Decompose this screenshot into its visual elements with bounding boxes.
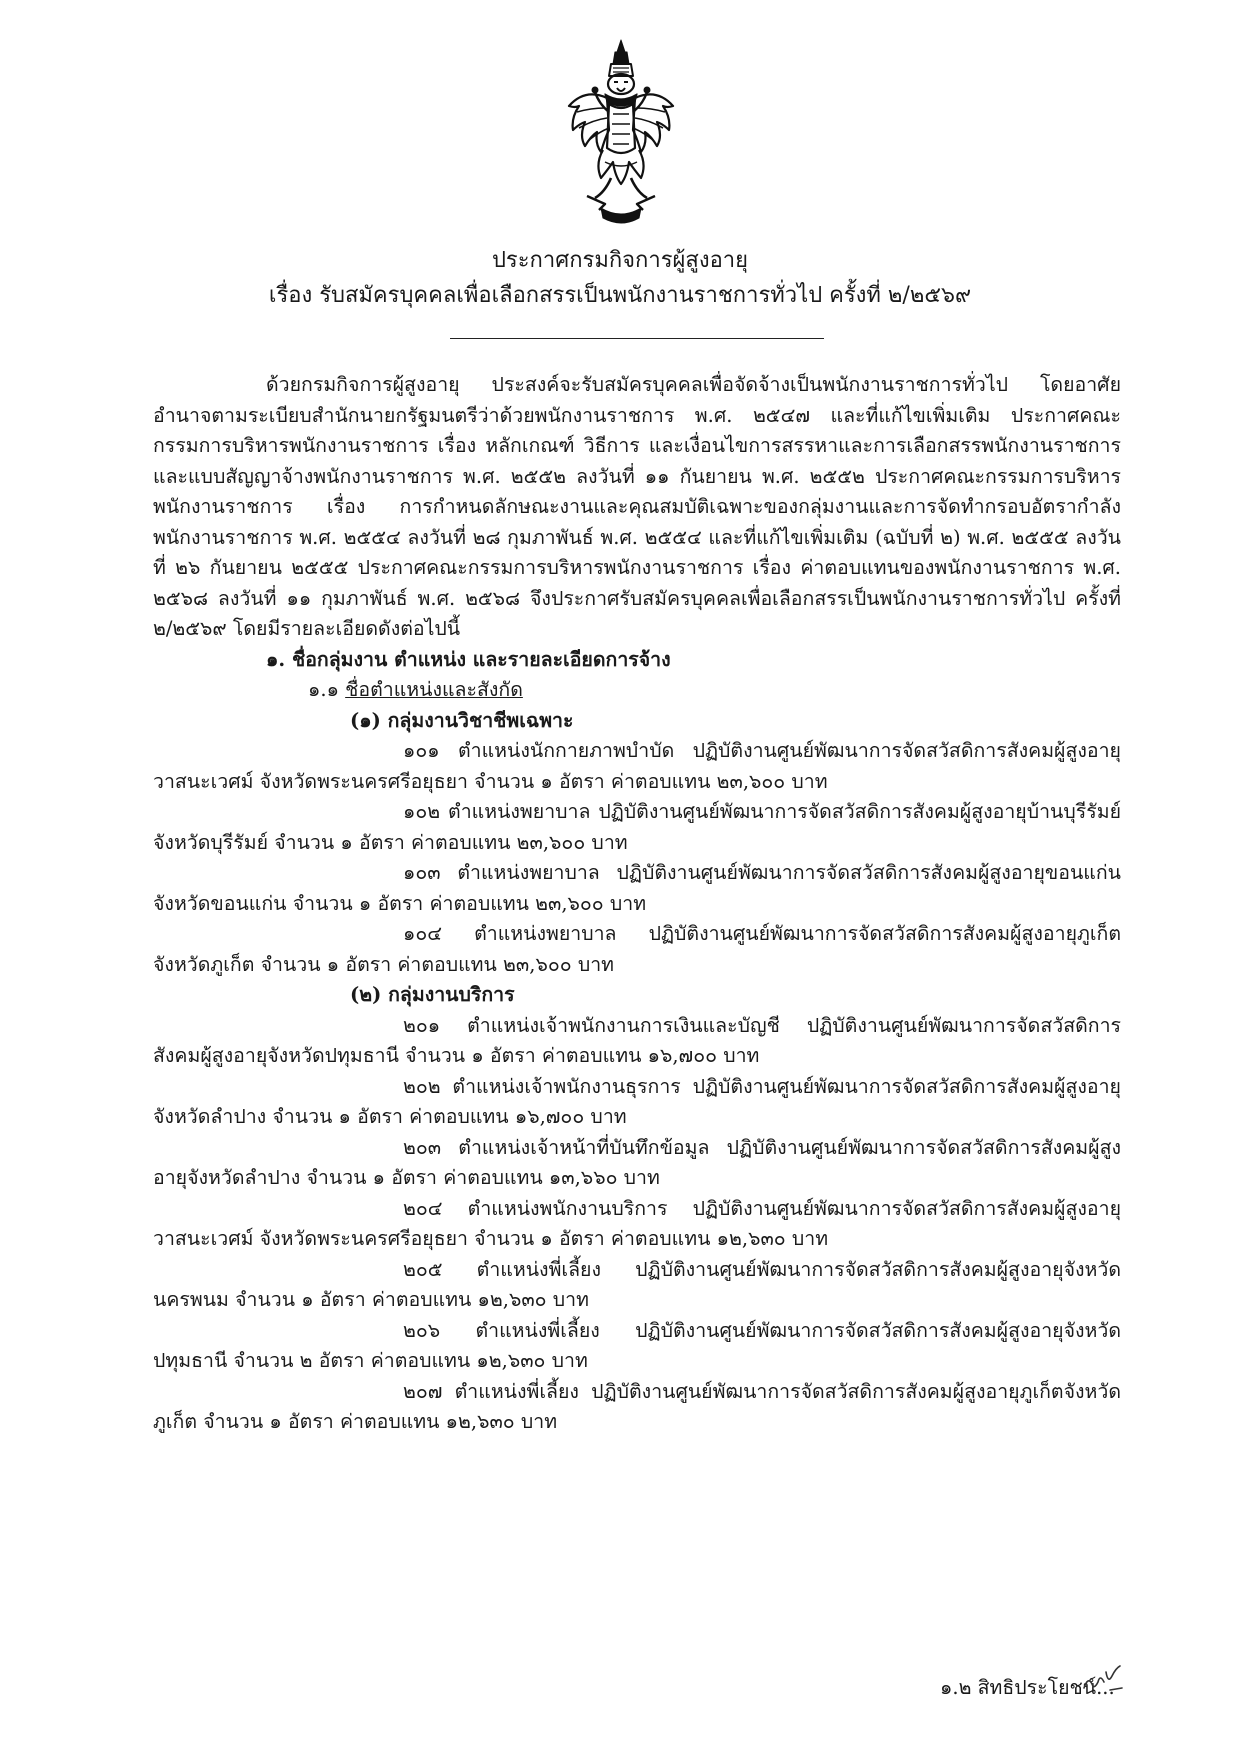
position-item: ๒๐๒ ตำแหน่งเจ้าพนักงานธุรการ ปฏิบัติงานศูนย์พัฒนาการจัดสวัสดิการสังคมผู้สูงอายุจังหวัดลำปาง จำนวน ๑ อัตรา ค่าตอบแทน ๑๖,๗๐๐ บาท (153, 1074, 1121, 1128)
position-item: ๒๐๕ ตำแหน่งพี่เลี้ยง ปฏิบัติงานศูนย์พัฒนาการจัดสวัสดิการสังคมผู้สูงอายุจังหวัดนครพนม จำนวน ๑ อัตรา ค่าตอบแทน ๑๒,๖๓๐ บาท (153, 1257, 1121, 1311)
intro-paragraph: ด้วยกรมกิจการผู้สูงอายุ ประสงค์จะรับสมัครบุคคลเพื่อจัดจ้างเป็นพนักงานราชการทั่วไป โดยอาศัยอำนาจตามระเบียบสำนักนายกรัฐมนตรีว่าด้วยพนักงานราชการ พ.ศ. ๒๕๔๗ และที่แก้ไขเพิ่มเติม ประกาศคณะกรรมการบริหารพนักงานราชการ เรื่อง หลักเกณฑ์ วิธีการ และเงื่อนไขการสรรหาและการเลือกสรรพนักงานราชการ และแบบสัญญาจ้างพนักงานราชการ พ.ศ. ๒๕๕๒ ลงวันที่ ๑๑ กันยายน พ.ศ. ๒๕๕๒ ประกาศคณะกรรมการบริหารพนักงานราชการ เรื่อง การกำหนดลักษณะงานและคุณสมบัติเฉพาะของกลุ่มงานและการจัดทำกรอบอัตรากำลังพนักงานราชการ พ.ศ. ๒๕๕๔ ลงวันที่ ๒๘ กุมภาพันธ์ พ.ศ. ๒๕๕๔ และที่แก้ไขเพิ่มเติม (ฉบับที่ ๒) พ.ศ. ๒๕๕๕ ลงวันที่ ๒๖ กันยายน ๒๕๕๕ ประกาศคณะกรรมการบริหารพนักงานราชการ เรื่อง ค่าตอบแทนของพนักงานราชการ พ.ศ. ๒๕๖๘ ลงวันที่ ๑๑ กุมภาพันธ์ พ.ศ. ๒๕๖๘ จึงประกาศรับสมัครบุคคลเพื่อเลือกสรรเป็นพนักงานราชการทั่วไป ครั้งที่ ๒/๒๕๖๙ โดยมีรายละเอียดดังต่อไปนี้ (153, 373, 1121, 640)
handwritten-initials-icon (1080, 1662, 1124, 1696)
position-item: ๑๐๔ ตำแหน่งพยาบาล ปฏิบัติงานศูนย์พัฒนาการจัดสวัสดิการสังคมผู้สูงอายุภูเก็ต จังหวัดภูเก็ต จำนวน ๑ อัตรา ค่าตอบแทน ๒๓,๖๐๐ บาท (153, 922, 1121, 976)
position-item: ๒๐๓ ตำแหน่งเจ้าหน้าที่บันทึกข้อมูล ปฏิบัติงานศูนย์พัฒนาการจัดสวัสดิการสังคมผู้สูงอายุจังหวัดลำปาง จำนวน ๑ อัตรา ค่าตอบแทน ๑๓,๖๖๐ บาท (153, 1135, 1121, 1189)
group-2-heading: (๒) กลุ่มงานบริการ (350, 983, 515, 1006)
position-item: ๑๐๑ ตำแหน่งนักกายภาพบำบัด ปฏิบัติงานศูนย์พัฒนาการจัดสวัสดิการสังคมผู้สูงอายุวาสนะเวศม์ จังหวัดพระนครศรีอยุธยา จำนวน ๑ อัตรา ค่าตอบแทน ๒๓,๖๐๐ บาท (153, 739, 1121, 793)
group-1-heading: (๑) กลุ่มงานวิชาชีพเฉพาะ (350, 708, 574, 732)
header-divider (450, 338, 824, 339)
position-item: ๒๐๔ ตำแหน่งพนักงานบริการ ปฏิบัติงานศูนย์พัฒนาการจัดสวัสดิการสังคมผู้สูงอายุวาสนะเวศม์ จังหวัดพระนครศรีอยุธยา จำนวน ๑ อัตรา ค่าตอบแทน ๑๒,๖๓๐ บาท (153, 1196, 1121, 1250)
announcement-subject: เรื่อง รับสมัครบุคคลเพื่อเลือกสรรเป็นพนักงานราชการทั่วไป ครั้งที่ ๒/๒๕๖๙ (268, 283, 972, 308)
position-item: ๑๐๓ ตำแหน่งพยาบาล ปฏิบัติงานศูนย์พัฒนาการจัดสวัสดิการสังคมผู้สูงอายุขอนแก่น จังหวัดขอนแก่น จำนวน ๑ อัตรา ค่าตอบแทน ๒๓,๖๐๐ บาท (153, 861, 1121, 915)
section-1-1-heading (153, 675, 1121, 706)
position-item: ๒๐๖ ตำแหน่งพี่เลี้ยง ปฏิบัติงานศูนย์พัฒนาการจัดสวัสดิการสังคมผู้สูงอายุจังหวัดปทุมธานี จำนวน ๒ อัตรา ค่าตอบแทน ๑๒,๖๓๐ บาท (153, 1318, 1121, 1372)
section-1-1-title: ชื่อตำแหน่งและสังกัด (345, 678, 523, 701)
position-item: ๒๐๗ ตำแหน่งพี่เลี้ยง ปฏิบัติงานศูนย์พัฒนาการจัดสวัสดิการสังคมผู้สูงอายุภูเก็ตจังหวัดภูเก็ต จำนวน ๑ อัตรา ค่าตอบแทน ๑๒,๖๓๐ บาท (153, 1379, 1121, 1433)
garuda-emblem-icon (565, 38, 677, 230)
section-1-heading: ๑. ชื่อกลุ่มงาน ตำแหน่ง และรายละเอียดการจ้าง (266, 647, 671, 671)
document-body (153, 370, 1121, 1438)
announcement-title: ประกาศกรมกิจการผู้สูงอายุ (491, 248, 749, 273)
next-page-reference: ๑.๒ สิทธิประโยชน์... (940, 1676, 1115, 1699)
position-item: ๑๐๒ ตำแหน่งพยาบาล ปฏิบัติงานศูนย์พัฒนาการจัดสวัสดิการสังคมผู้สูงอายุบ้านบุรีรัมย์ จังหวัดบุรีรัมย์ จำนวน ๑ อัตรา ค่าตอบแทน ๒๓,๖๐๐ บาท (153, 800, 1121, 854)
position-item: ๒๐๑ ตำแหน่งเจ้าพนักงานการเงินและบัญชี ปฏิบัติงานศูนย์พัฒนาการจัดสวัสดิการสังคมผู้สูงอายุจังหวัดปทุมธานี จำนวน ๑ อัตรา ค่าตอบแทน ๑๖,๗๐๐ บาท (153, 1013, 1121, 1067)
section-1-1-number: ๑.๑ (308, 678, 346, 701)
